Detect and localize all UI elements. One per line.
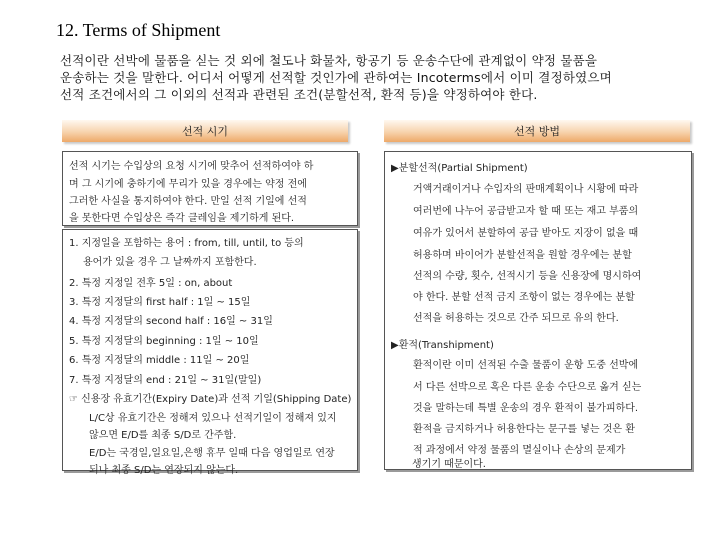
intro-line: 운송하는 것을 말한다. 어디서 어떻게 선적할 것인가에 관하여는 Incoterms에서 이미 결정하였으며 [60,70,612,85]
note-line: 않으면 E/D를 최종 S/D로 간주함. [89,430,237,441]
summary-line: 선적 시기는 수입상의 요청 시기에 맞추어 선적하여야 하 [69,161,314,172]
summary-line: 그러한 사실을 통지하여야 한다. 만일 선적 기일에 선적 [69,196,307,207]
trans-line: 환적을 금지하거나 허용한다는 문구를 넣는 것은 환 [413,424,635,435]
note-line: L/C상 유효기간은 정해져 있으나 선적기일이 정해져 있지 [89,413,337,424]
term-item: 7. 특정 지정달의 end : 21일 ~ 31일(말일) [69,375,262,386]
transhipment-title: ▶환적(Transhipment) [391,340,494,351]
partial-line: 거액거래이거나 수입자의 판매계획이나 시황에 따라 [413,184,639,195]
partial-line: 여러번에 나누어 공급받고자 할 때 또는 재고 부품의 [413,206,639,217]
term-item: 1. 지정일을 포함하는 용어 : from, till, until, to 등의 [69,238,304,249]
timing-terms-box [62,229,358,476]
partial-line: 허용하며 바이어가 분할선적을 원할 경우에는 분할 [413,250,632,261]
note-line: 되나 최종 S/D는 연장되지 않는다. [89,465,239,476]
term-item: 용어가 있을 경우 그 날짜까지 포함한다. [83,257,257,268]
note-line: E/D는 국경일,일요일,은행 휴무 일때 다음 영업일로 연장 [89,448,335,459]
trans-line: 서 다른 선박으로 혹은 다른 운송 수단으로 옮겨 싣는 [413,382,642,393]
partial-line: 선적을 허용하는 것으로 간주 되므로 유의 한다. [413,313,619,324]
partial-line: 여유가 있어서 분할하여 공급 받아도 지장이 없을 때 [413,228,639,239]
partial-shipment-title: ▶분할선적(Partial Shipment) [391,163,528,174]
trans-line: 환적이란 이미 선적된 수출 물품이 운항 도중 선박에 [413,360,639,371]
shipment-timing-header: 선적 시기 [62,120,348,142]
trans-line: 적 과정에서 약정 물품의 멸실이나 손상의 문제가 [413,445,626,456]
note-heading: ☞ 신용장 유효기간(Expiry Date)과 선적 기일(Shipping Date) [69,394,352,405]
page-title: 12. Terms of Shipment [56,20,221,40]
partial-line: 선적의 수량, 횟수, 선적시기 등을 신용장에 명시하여 [413,271,642,282]
trans-line: 생기기 때문이다. [412,459,486,470]
term-item: 4. 특정 지정달의 second half : 16일 ~ 31일 [69,316,273,327]
intro-line: 선적이란 선박에 물품을 싣는 것 외에 철도나 화물차, 항공기 등 운송수단에 관계없이 약정 물품을 [60,53,598,68]
term-item: 5. 특정 지정달의 beginning : 1일 ~ 10일 [69,336,259,347]
intro-paragraph [60,52,710,103]
partial-line: 야 한다. 분할 선적 금지 조항이 없는 경우에는 분할 [413,292,635,303]
term-item: 6. 특정 지정달의 middle : 11일 ~ 20일 [69,355,250,366]
trans-line: 것을 말하는데 특별 운송의 경우 환적이 불가피하다. [413,403,639,414]
summary-line: 을 못한다면 수입상은 즉각 클레임을 제기하게 된다. [69,213,295,224]
intro-line: 선적 조건에서의 그 이외의 선적과 관련된 조건(분할선적, 환적 등)을 약정하여야 한다. [60,87,538,102]
summary-line: 며 그 시기에 충하기에 무리가 있을 경우에는 약정 전에 [69,179,307,190]
timing-summary-box [62,151,358,226]
term-item: 3. 특정 지정달의 first half : 1일 ~ 15일 [69,297,251,308]
shipment-method-box [384,151,692,470]
term-item: 2. 특정 지정일 전후 5일 : on, about [69,278,233,289]
shipment-method-header: 선적 방법 [384,120,690,142]
